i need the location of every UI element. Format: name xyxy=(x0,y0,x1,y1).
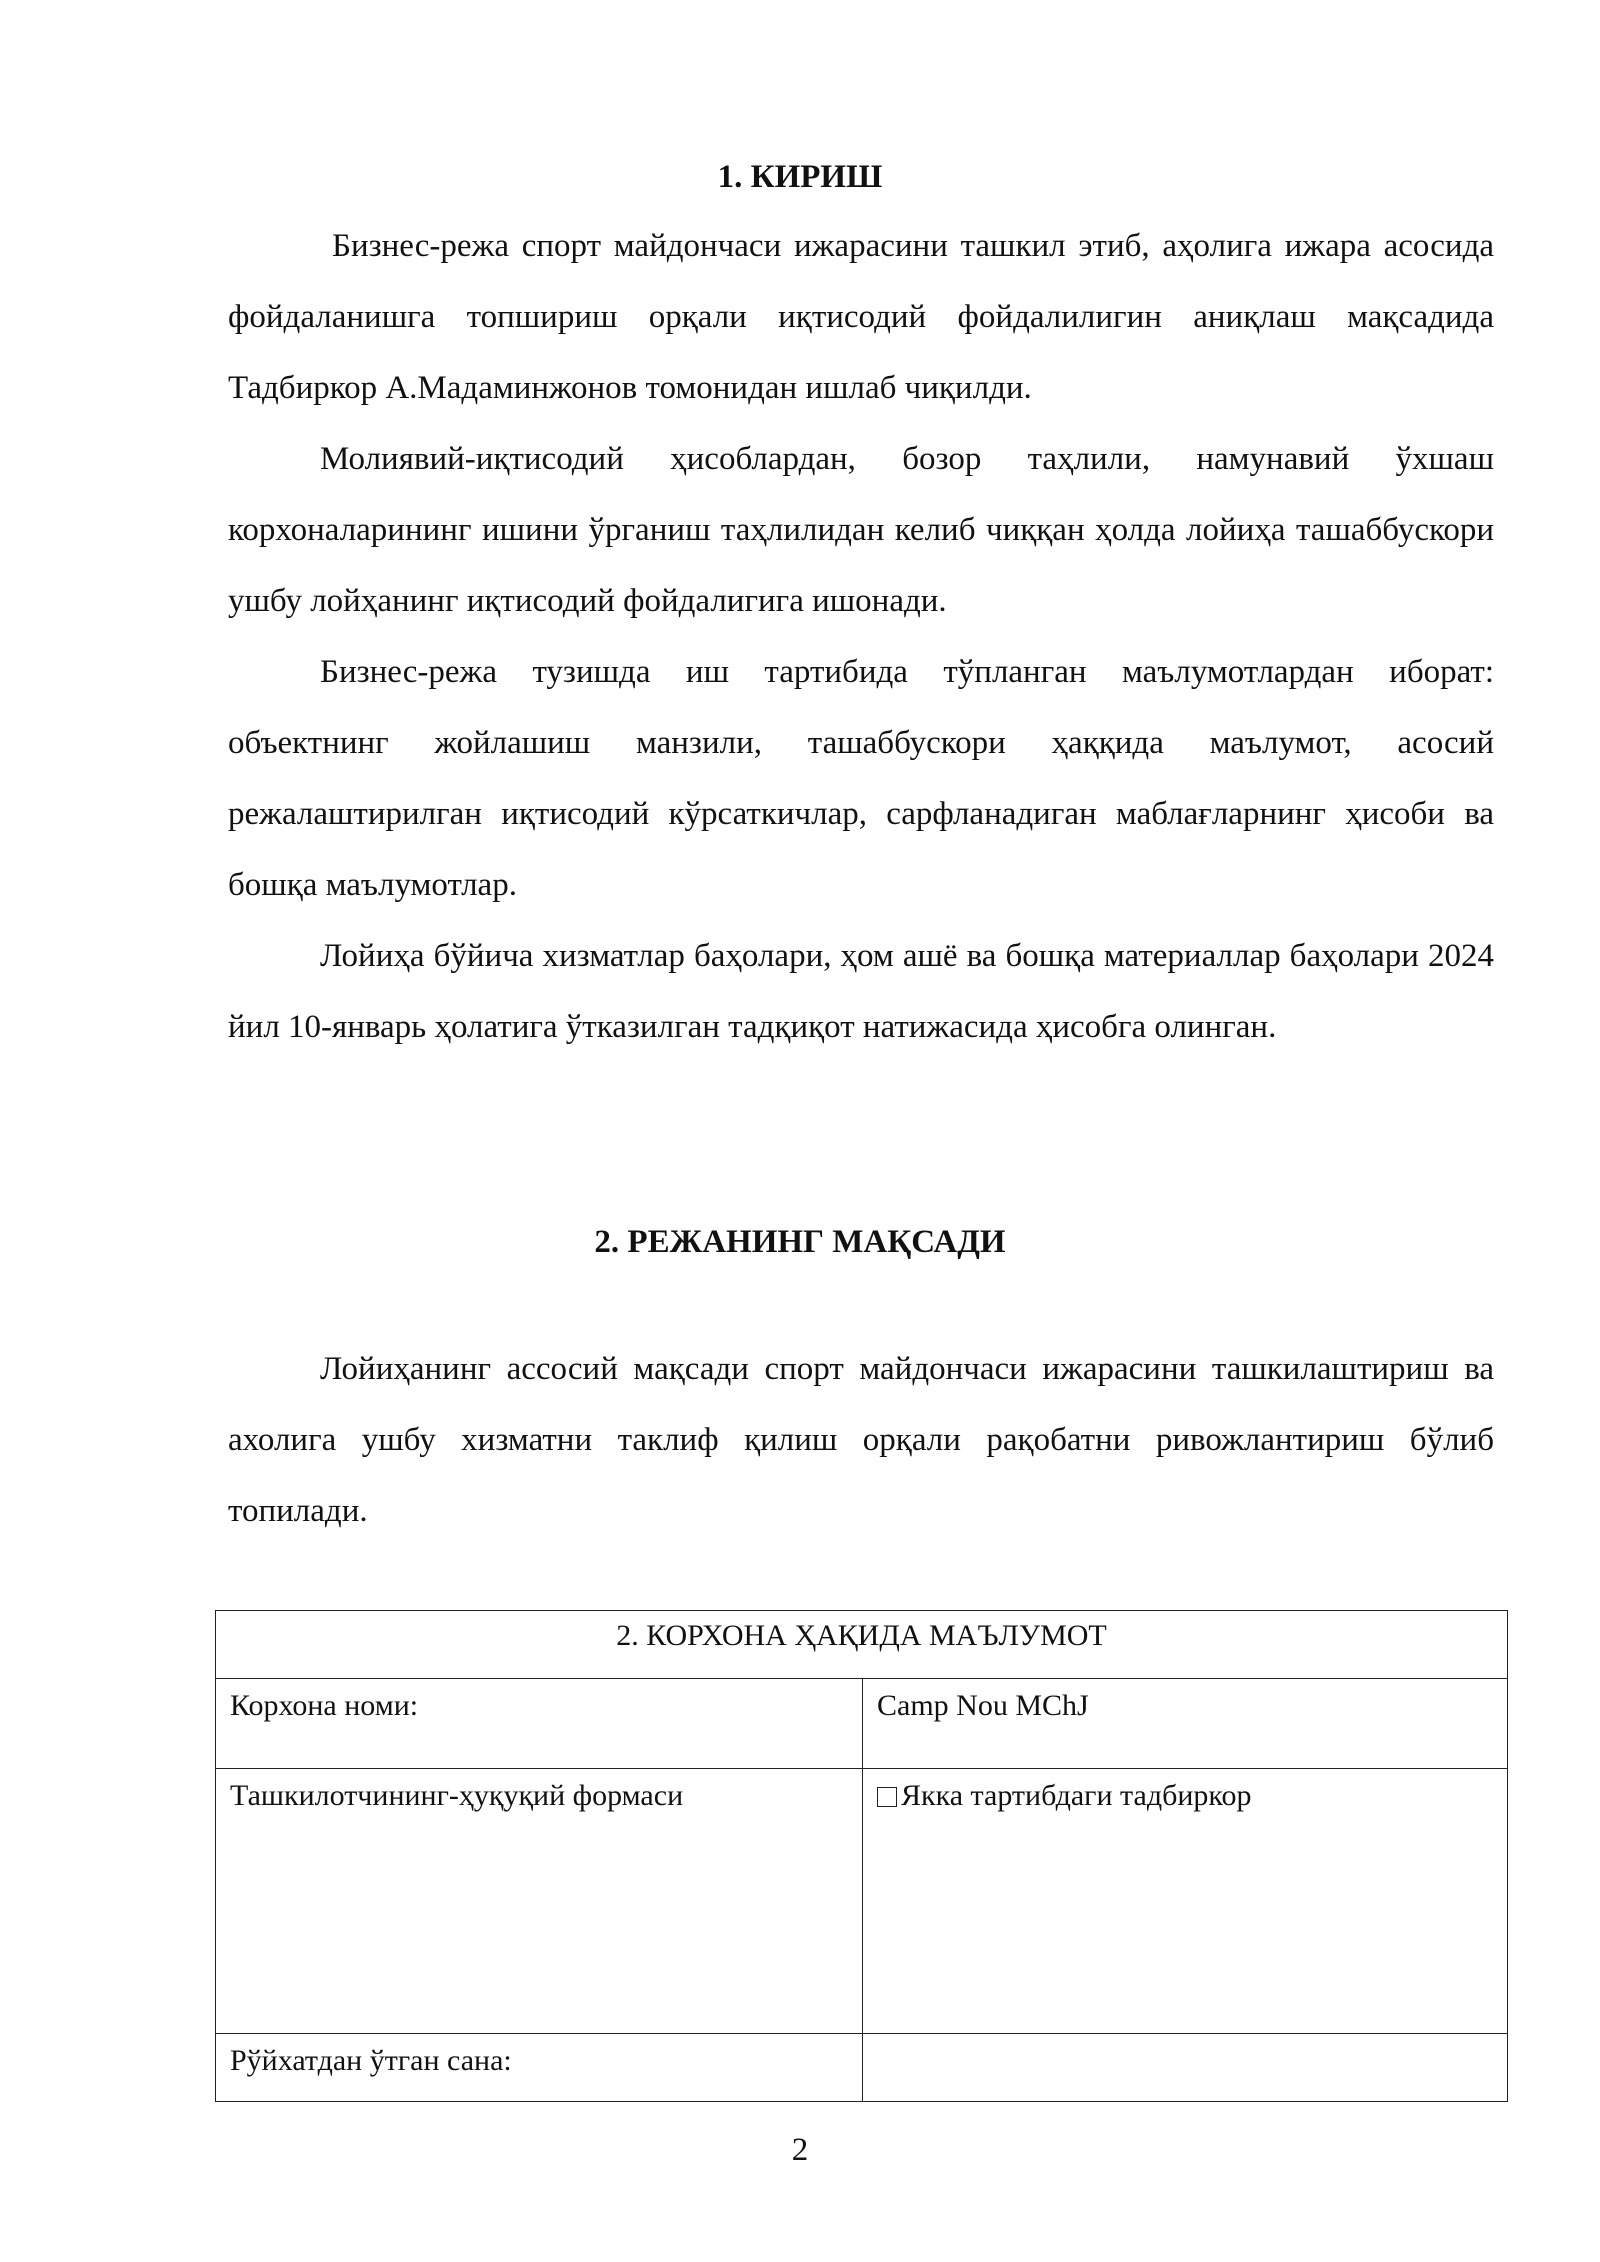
table-caption: 2. КОРХОНА ҲАҚИДА МАЪЛУМОТ xyxy=(216,1611,1508,1679)
table-row xyxy=(216,1679,1508,1769)
section-1-body xyxy=(228,211,1494,1063)
company-name-label: Корхона номи: xyxy=(216,1679,863,1769)
intro-paragraph-1: Бизнес-режа спорт майдончаси ижарасини ташкил этиб, аҳолига ижара асосида фойдаланишга топшириш орқали иқтисодий фойдалилигин аниқлаш мақсадида Тадбиркор А.Мадаминжонов томонидан ишлаб чиқилди. xyxy=(228,228,1494,406)
intro-paragraph-4: Лойиҳа бўйича хизматлар баҳолари, ҳом ашё ва бошқа материаллар баҳолари 2024 йил 10-январь ҳолатига ўтказилган тадқиқот натижасида ҳисобга олинган. xyxy=(228,938,1494,1045)
checkbox-icon[interactable] xyxy=(877,1787,897,1807)
company-info-table xyxy=(215,1610,1508,2102)
section-2-body xyxy=(228,1334,1494,1547)
table-caption-row xyxy=(216,1611,1508,1679)
company-name-value: Camp Nou MChJ xyxy=(863,1679,1508,1769)
registration-date-value xyxy=(863,2034,1508,2102)
intro-paragraph-2: Молиявий-иқтисодий ҳисоблардан, бозор таҳлили, намунавий ўхшаш корхоналарининг ишини ўрганиш таҳлилидан келиб чиққан ҳолда лойиҳа ташаббускори ушбу лойҳанинг иқтисодий фойдалигига ишонади. xyxy=(228,441,1494,619)
section-2-heading: 2. РЕЖАНИНГ МАҚСАДИ xyxy=(594,1224,1006,1260)
legal-form-value: Якка тартибдаги тадбиркор xyxy=(901,1779,1252,1812)
table-row xyxy=(216,1769,1508,2034)
goal-paragraph: Лойиҳанинг ассосий мақсади спорт майдончаси ижарасини ташкилаштириш ва ахолига ушбу хизматни таклиф қилиш орқали рақобатни ривожлантириш бўлиб топилади. xyxy=(228,1351,1494,1529)
intro-paragraph-3: Бизнес-режа тузишда иш тартибида тўпланган маълумотлардан иборат: объектнинг жойлашиш манзили, ташаббускори ҳаққида маълумот, асосий режалаштирилган иқтисодий кўрсаткичлар, сарфланадиган маблағларнинг ҳисоби ва бошқа маълумотлар. xyxy=(228,654,1494,903)
legal-form-cell xyxy=(863,1769,1508,2034)
legal-form-label: Ташкилотчининг-ҳуқуқий формаси xyxy=(216,1769,863,2034)
table-row xyxy=(216,2034,1508,2102)
registration-date-label: Рўйхатдан ўтган сана: xyxy=(216,2034,863,2102)
section-1-heading: 1. КИРИШ xyxy=(717,159,883,195)
page-number: 2 xyxy=(791,2132,809,2168)
